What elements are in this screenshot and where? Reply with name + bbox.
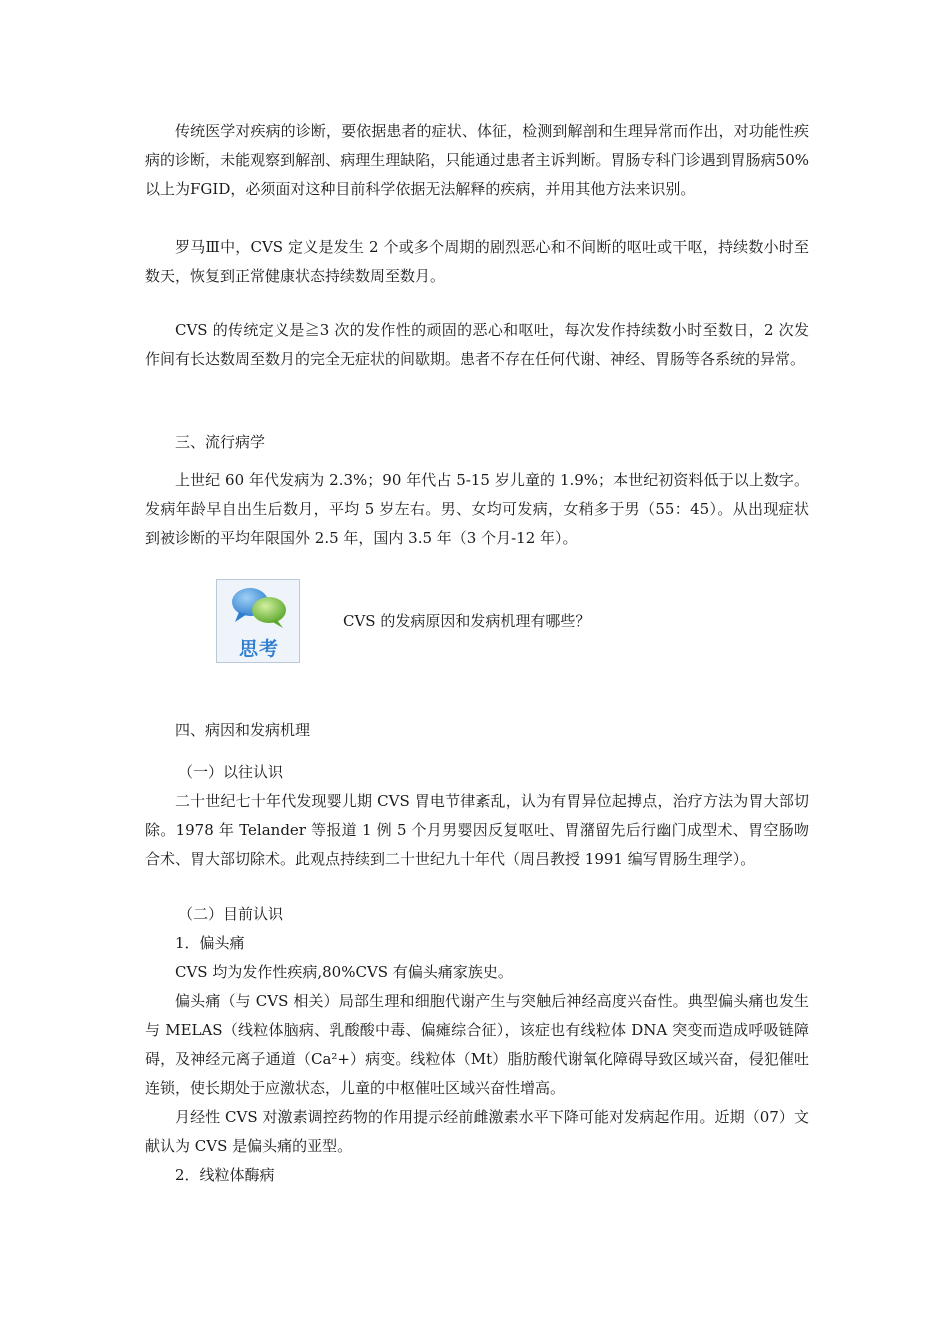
paragraph-diagnosis: 传统医学对疾病的诊断，要依据患者的症状、体征，检测到解剖和生理异常而作出，对功能性疾病的诊断，未能观察到解剖、病理生理缺陷，只能通过患者主诉判断。胃肠专科门诊遇到胃肠病50%以上为FGID，必须面对这种目前科学依据无法解释的疾病，并用其他方法来识别。 (145, 122, 809, 198)
think-label: 思考 (238, 638, 279, 660)
subheading-current-understanding: （二）目前认识 (178, 905, 284, 923)
think-question: CVS 的发病原因和发病机理有哪些？ (343, 612, 591, 630)
section-heading-etiology: 四、病因和发病机理 (175, 721, 311, 739)
section-heading-epidemiology: 三、流行病学 (175, 433, 266, 451)
paragraph-migraine-history: CVS 均为发作性疾病,80%CVS 有偏头痛家族史。 (175, 963, 513, 981)
paragraph-menstrual-cvs: 月经性 CVS 对激素调控药物的作用提示经前雌激素水平下降可能对发病起作用。近期（07）文献认为 CVS 是偏头痛的亚型。 (145, 1108, 809, 1155)
subheading-migraine: 1．偏头痛 (175, 934, 245, 952)
paragraph-traditional-definition: CVS 的传统定义是≧3 次的发作性的顽固的恶心和呕吐，每次发作持续数小时至数日，2 次发作间有长达数周至数月的完全无症状的间歇期。患者不存在任何代谢、神经、胃肠等各系统的异常。 (145, 321, 809, 368)
paragraph-epidemiology: 上世纪 60 年代发病为 2.3%；90 年代占 5-15 岁儿童的 1.9%；本世纪初资料低于以上数字。发病年龄早自出生后数月，平均 5 岁左右。男、女均可发病，女稍多于男（55：45）。从出现症状到被诊断的平均年限国外 2.5 年，国内 3.5 年（3 个月-12 年）。 (145, 471, 809, 547)
paragraph-rome-definition: 罗马Ⅲ中，CVS 定义是发生 2 个或多个周期的剧烈恶心和不间断的呕吐或干呕，持续数小时至数天，恢复到正常健康状态持续数周至数月。 (145, 238, 809, 285)
paragraph-past-understanding: 二十世纪七十年代发现婴儿期 CVS 胃电节律紊乱，认为有胃异位起搏点，治疗方法为胃大部切除。1978 年 Telander 等报道 1 例 5 个月男婴因反复呕吐、胃潴留先后行幽门成型术、胃空肠吻合术、胃大部切除术。此观点持续到二十世纪九十年代（周吕教授 1991 编写胃肠生理学）。 (145, 792, 809, 868)
subheading-mitochondrial: 2．线粒体酶病 (175, 1166, 275, 1184)
subheading-past-understanding: （一）以往认识 (178, 763, 284, 781)
paragraph-migraine-mechanism: 偏头痛（与 CVS 相关）局部生理和细胞代谢产生与突触后神经高度兴奋性。典型偏头痛也发生与 MELAS（线粒体脑病、乳酸酸中毒、偏瘫综合征），该症也有线粒体 DNA 突变而造成呼吸链障碍，及神经元离子通道（Ca²+）病变。线粒体（Mt）脂肪酸代谢氧化障碍导致区域兴奋，侵犯催吐连锁，使长期处于应激状态，儿童的中枢催吐区域兴奋性增高。 (145, 992, 809, 1097)
think-icon-box (216, 579, 300, 663)
